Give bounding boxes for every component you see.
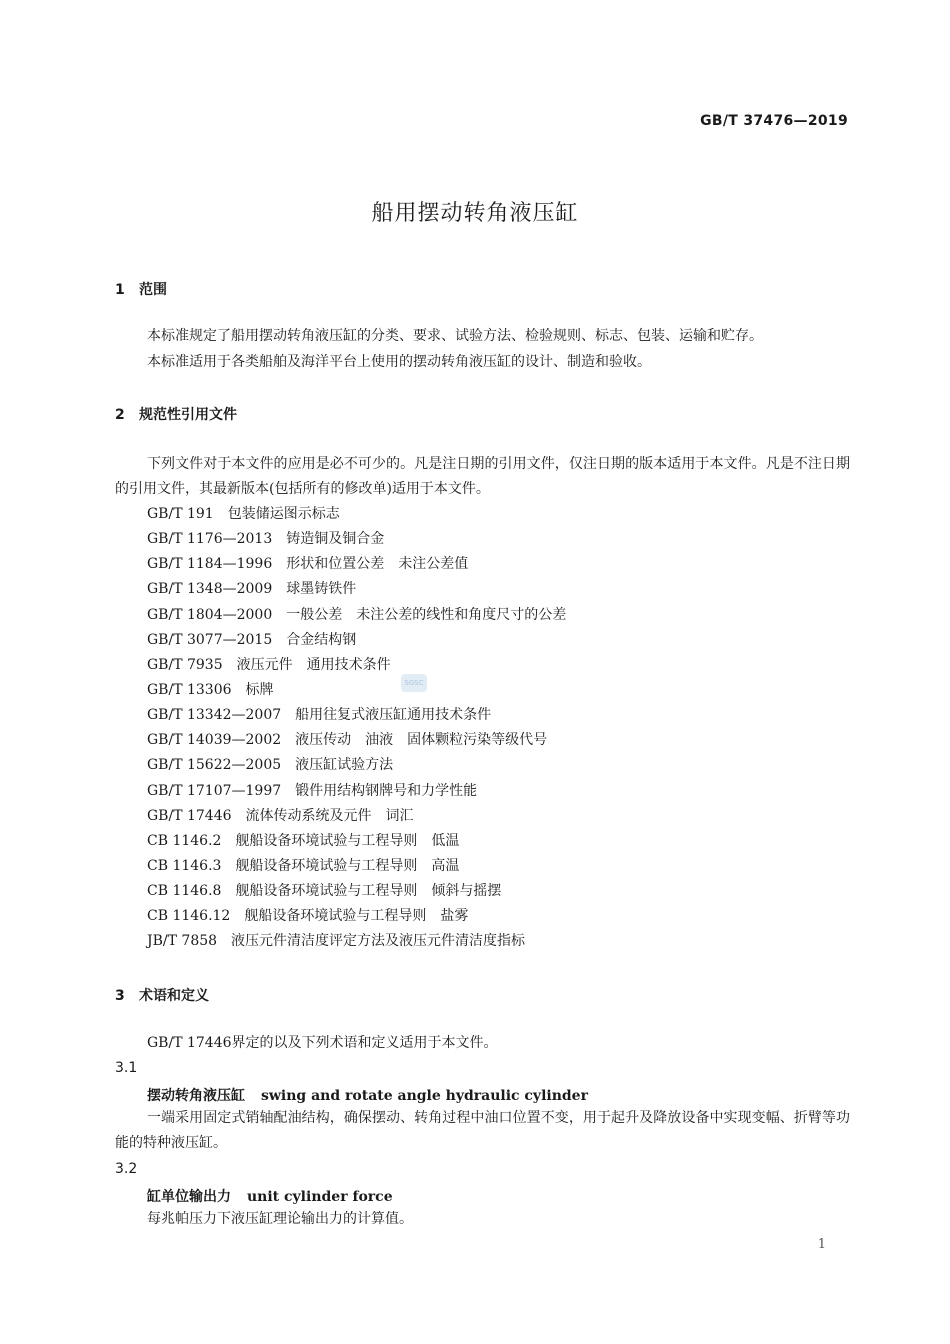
reference-title: 铸造铜及铜合金 — [286, 531, 385, 548]
term-english: swing and rotate angle hydraulic cylinder — [261, 1088, 588, 1104]
watermark-logo: SGSC — [401, 674, 427, 692]
terms-intro: GB/T 17446界定的以及下列术语和定义适用于本文件。 — [147, 1035, 498, 1051]
reference-item — [147, 779, 566, 804]
section-number: 1 — [115, 282, 125, 298]
reference-title: 舰船设备环境试验与工程导则 低温 — [235, 832, 460, 849]
reference-code: GB/T 17107—1997 — [147, 782, 282, 799]
reference-item — [147, 653, 566, 678]
reference-title: 舰船设备环境试验与工程导则 高温 — [235, 857, 460, 874]
reference-item — [147, 678, 566, 703]
reference-code: GB/T 15622—2005 — [147, 757, 282, 774]
standard-number: GB/T 37476—2019 — [700, 113, 848, 129]
reference-title: 液压元件 通用技术条件 — [236, 656, 391, 673]
term-english: unit cylinder force — [247, 1189, 393, 1205]
reference-item — [147, 552, 566, 577]
reference-title: 球墨铸铁件 — [286, 581, 357, 598]
reference-code: GB/T 7935 — [147, 656, 223, 673]
reference-item — [147, 879, 566, 904]
reference-item — [147, 603, 566, 628]
reference-title: 标牌 — [245, 681, 274, 698]
reference-item — [147, 753, 566, 778]
reference-item — [147, 929, 566, 954]
reference-title: 液压缸试验方法 — [295, 757, 394, 774]
reference-code: CB 1146.2 — [147, 832, 222, 849]
reference-code: GB/T 13306 — [147, 681, 232, 698]
section-number: 3 — [115, 988, 125, 1004]
reference-title: 合金结构钢 — [286, 631, 357, 648]
reference-title: 一般公差 未注公差的线性和角度尺寸的公差 — [286, 606, 567, 623]
reference-item — [147, 904, 566, 929]
reference-code: CB 1146.3 — [147, 857, 222, 874]
section-title: 术语和定义 — [139, 988, 209, 1004]
section-number: 2 — [115, 407, 125, 423]
reference-code: JB/T 7858 — [147, 933, 218, 950]
reference-item — [147, 577, 566, 602]
term-3-2-heading — [147, 1186, 393, 1206]
reference-code: GB/T 1804—2000 — [147, 606, 273, 623]
reference-code: GB/T 1348—2009 — [147, 581, 273, 598]
reference-item — [147, 829, 566, 854]
reference-code: GB/T 191 — [147, 506, 214, 522]
reference-item — [147, 854, 566, 879]
section-2-heading — [115, 404, 237, 424]
section-title: 规范性引用文件 — [139, 407, 237, 423]
term-chinese: 缸单位输出力 — [147, 1189, 231, 1205]
reference-code: GB/T 1184—1996 — [147, 556, 273, 573]
reference-title: 液压传动 油液 固体颗粒污染等级代号 — [295, 732, 548, 749]
reference-item — [147, 527, 566, 552]
reference-code: GB/T 17446 — [147, 807, 232, 824]
term-3-1-heading — [147, 1085, 588, 1105]
reference-title: 舰船设备环境试验与工程导则 盐雾 — [244, 908, 469, 925]
reference-code: CB 1146.8 — [147, 883, 222, 900]
scope-paragraph-1: 本标准规定了船用摆动转角液压缸的分类、要求、试验方法、检验规则、标志、包装、运输和贮存。 — [147, 328, 763, 344]
reference-title: 液压元件清洁度评定方法及液压元件清洁度指标 — [231, 933, 526, 950]
page-number: 1 — [817, 1237, 826, 1252]
reference-item — [147, 628, 566, 653]
term-chinese: 摆动转角液压缸 — [147, 1088, 245, 1104]
reference-code: GB/T 14039—2002 — [147, 732, 282, 749]
reference-item — [147, 804, 566, 829]
section-title: 范围 — [139, 282, 167, 298]
document-title: 船用摆动转角液压缸 — [371, 201, 579, 226]
scope-paragraph-2: 本标准适用于各类船舶及海洋平台上使用的摆动转角液压缸的设计、制造和验收。 — [147, 354, 651, 370]
reference-title: 形状和位置公差 未注公差值 — [286, 556, 469, 573]
reference-title: 船用往复式液压缸通用技术条件 — [295, 707, 492, 724]
clause-number-3-1: 3.1 — [115, 1060, 138, 1076]
section-1-heading — [115, 279, 167, 299]
reference-code: GB/T 3077—2015 — [147, 631, 273, 648]
reference-title: 流体传动系统及元件 词汇 — [245, 807, 414, 824]
clause-number-3-2: 3.2 — [115, 1161, 138, 1177]
term-3-2-definition: 每兆帕压力下液压缸理论输出力的计算值。 — [147, 1211, 413, 1227]
reference-code: GB/T 1176—2013 — [147, 531, 273, 548]
references-intro: 下列文件对于本文件的应用是必不可少的。凡是注日期的引用文件，仅注日期的版本适用于本文件。凡是不注日期的引用文件，其最新版本(包括所有的修改单)适用于本文件。 — [115, 456, 850, 497]
term-3-1-definition: 一端采用固定式销轴配油结构，确保摆动、转角过程中油口位置不变，用于起升及降放设备中实现变幅、折臂等功能的特种液压缸。 — [115, 1110, 850, 1151]
reference-title: 包装储运图示标志 — [227, 506, 340, 522]
reference-item — [147, 703, 566, 728]
reference-title: 舰船设备环境试验与工程导则 倾斜与摇摆 — [235, 883, 502, 900]
reference-code: GB/T 13342—2007 — [147, 707, 282, 724]
reference-title: 锻件用结构钢牌号和力学性能 — [295, 782, 478, 799]
section-3-heading — [115, 985, 209, 1005]
reference-item — [147, 728, 566, 753]
reference-code: CB 1146.12 — [147, 908, 231, 925]
reference-item — [147, 502, 566, 527]
normative-references-list — [147, 502, 566, 955]
